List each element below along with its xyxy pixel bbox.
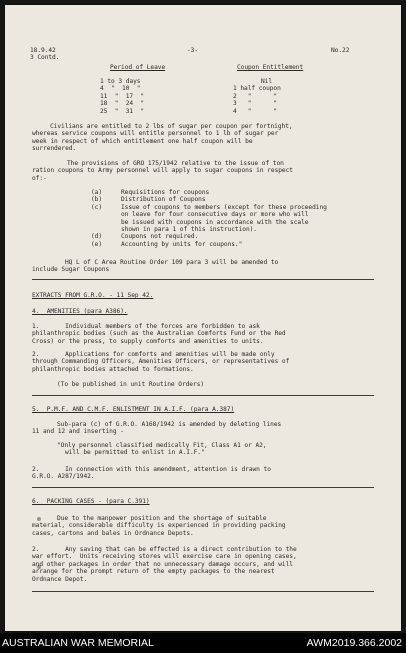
coupon-entitlement-cell: 3 " " — [233, 100, 278, 108]
paragraph-line: 2. In connection with this amendment, attention is drawn to — [32, 466, 271, 473]
paragraph-line: ration coupons to Army personnel will apply to sugar coupons in respect — [32, 167, 293, 175]
paragraph-line: 11 and 12 and inserting - — [32, 428, 124, 436]
paragraph-line: Ordnance Depot. — [32, 575, 88, 583]
list-label: (d) — [91, 233, 103, 241]
paragraph-line: surrendered. — [32, 145, 77, 153]
header-date: 18.9.42 — [30, 47, 56, 54]
paragraph-line: war effort. Units receiving stores will exercise care in opening cases, — [32, 553, 297, 561]
paragraph-line: Due to the manpower position and the shortage of suitable — [57, 515, 267, 522]
paragraph-line: Sub-para (c) of G.R.O. A168/1942 is amended by deleting lines — [57, 421, 282, 428]
footer-bar — [0, 633, 406, 653]
quoted-text: "Only personnel classified medically Fit, Class A1 or A2, — [57, 442, 267, 449]
section-divider — [32, 591, 374, 592]
section-heading: 5. P.M.F. AND C.M.F. ENLISTMENT IN A.I.F. (para A.387) — [32, 406, 235, 413]
list-item: Requisitions for coupons — [121, 189, 210, 196]
list-item: be issued with coupons in accordance with the scale — [121, 218, 309, 226]
quoted-text: will be permitted to enlist in A.I.F." — [65, 449, 205, 457]
header-contd: 3 Contd. — [30, 54, 60, 61]
leave-period-cell: 25 " 31 " — [100, 107, 145, 115]
list-label: (c) — [91, 203, 103, 211]
extracts-title: EXTRACTS FROM G.R.O. - 11 Sep 42. — [32, 292, 154, 299]
leave-period-cell: 11 " 17 " — [100, 92, 145, 100]
paragraph-line: philanthropic bodies attached to formations. — [32, 365, 194, 373]
paragraph-line: arrange for the prompt return of the empty packages to the nearest — [32, 568, 275, 576]
section-heading: 6. PACKING CASES - (para C.391) — [32, 498, 150, 505]
paragraph-line: and other packages in order that no unnecessary damage occurs, and will — [32, 560, 293, 568]
list-item: on leave for four consecutive days or more who will — [121, 211, 309, 219]
coupon-column-header: Coupon Entitlement — [237, 64, 304, 71]
paragraph-line: The provisions of GRO 175/1942 relative to the issue of ton — [67, 160, 284, 167]
leave-period-cell: 4 " 10 " — [100, 85, 141, 93]
paragraph-line: week in respect of which entitlement one half coupon will be — [32, 137, 253, 145]
paragraph-line: Cross) or the press, to supply comforts and amenities to units. — [32, 337, 264, 345]
coupon-entitlement-cell: 2 " " — [233, 92, 278, 100]
coupon-entitlement-cell: 1 half coupon — [233, 85, 281, 93]
punch-hole — [37, 517, 41, 521]
section-divider — [32, 395, 374, 396]
leave-period-cell: 1 to 3 days — [100, 78, 141, 85]
paragraph-line: cases, cartons and bales in Ordnance Depots. — [32, 529, 194, 537]
paragraph-line: 2. Applications for comforts and amenities will be made only — [32, 351, 275, 358]
paragraph-line: 1. Individual members of the forces are forbidden to ask — [32, 323, 260, 330]
page-number: -3- — [187, 47, 199, 54]
publication-note: (To be published in unit Routine Orders) — [57, 381, 205, 388]
paragraph-line: material, considerable difficulty is experienced in providing packing — [32, 522, 286, 530]
paragraph-line: philanthropic bodies (such as the Australian Comforts Fund or the Red — [32, 330, 286, 338]
paragraph-line: Civilians are entitled to 2 lbs of sugar per coupon per fortnight, — [50, 123, 293, 130]
paragraph-line: whereas service coupons will entitle personnel to 1 lb of sugar per — [32, 130, 279, 138]
list-label: (a) — [91, 189, 103, 196]
paragraph-line: HQ L of C Area Routine Order 109 para 3 will be amended to — [65, 259, 279, 266]
coupon-entitlement-cell: Nil — [261, 78, 273, 85]
paragraph-line: include Sugar Coupons — [32, 266, 110, 274]
section-divider — [32, 279, 374, 280]
list-item: Distribution of Coupons — [121, 196, 206, 204]
list-label: (e) — [91, 240, 103, 248]
document-number: No.22 — [331, 47, 350, 54]
section-divider — [32, 487, 374, 488]
leave-column-header: Period of Leave — [110, 64, 166, 71]
document-page — [5, 5, 401, 631]
list-label: (b) — [91, 196, 103, 204]
paragraph-line: of:- — [32, 174, 47, 182]
list-item: shown in para 1 of this instruction). — [121, 226, 257, 233]
list-item: Coupons not required. — [121, 233, 199, 241]
list-item: Issue of coupons to members (except for these proceeding — [121, 203, 327, 211]
footer-source: AUSTRALIAN WAR MEMORIAL — [2, 637, 154, 649]
coupon-entitlement-cell: 4 " " — [233, 107, 278, 115]
section-heading: 4. AMENITIES (para A386). — [32, 308, 128, 315]
footer-accession: AWM2019.366.2002 — [306, 637, 402, 649]
leave-period-cell: 18 " 24 " — [100, 100, 145, 108]
paragraph-line: 2. Any saving that can be effected is a direct contribution to the — [32, 546, 297, 553]
list-item: Accounting by units for coupons." — [121, 240, 243, 248]
paragraph-line: G.R.O. A287/1942. — [32, 473, 95, 481]
paragraph-line: through Commanding Officers, Amenities Officers, or representatives of — [32, 358, 290, 366]
